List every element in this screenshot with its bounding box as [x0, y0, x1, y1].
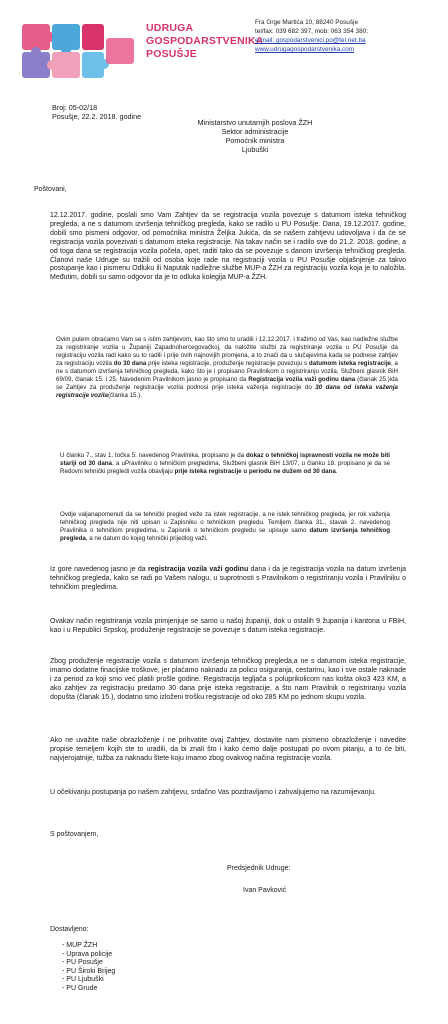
contact-website[interactable]: www.udrugagospodarstvenika.com: [255, 46, 355, 53]
contact-email[interactable]: e-mail: gospodarstvenici.po@tel.net.ba: [255, 37, 366, 44]
addressee-line1: Ministarstvo unutarnjih poslova ŽZH: [197, 118, 313, 127]
p5-bold: registracija vozila važi godinu: [147, 566, 249, 573]
paragraph-3: [60, 452, 390, 476]
addressee-block: [155, 118, 355, 154]
org-name-line1: UDRUGA: [146, 22, 194, 34]
p3-text-a: U članku 7., stav 1. točka 5. navedenog Pravilnika, propisano je da: [60, 452, 247, 459]
recipients-title: Dostavljeno:: [50, 926, 89, 933]
p4-text-a: Ovdje valjanapomenuti da se tehnički pregled veže za istek registracije, a ne istek tehničkog pregleda, jer rok važenja tehničkog pregleda nije niti upisan u Zapisniku o tehničkom pregledu. Temljem članka 31., stavak 2. navedenog Pravilnika o tehničkim pregledima, u Zapisnik o tehničkom pregledu se upisuje samo: [60, 511, 390, 534]
p5-text-c: dana i da je registracija vozila na datum izvršenja tehničkog pregleda, kako se radi po Vašem nalogu, u suprotnosti s Pravilnikom o registriranju vozila i Pravilniku o tehničkim pregledima.: [50, 566, 406, 591]
p2-bold-1: do 30 dana: [113, 360, 147, 367]
list-item: - MUP ŽZH: [62, 942, 115, 951]
p2-text-d: , a ne s datumom izvršenja tehničkog pregleda, kako što je i propisano Pravilnikom o registriranju vozila, Službeni glasnik BiH 69/09, članak 15. i 25. Navedenim Pravilnikom jasno je propisano da: [56, 360, 398, 383]
p3-bold-1: dokaz o tehničkoj ispravnosti vozila ne može biti stariji od 30 dana: [60, 452, 391, 467]
p3-text-d: .: [335, 468, 338, 475]
signature-name: Ivan Pavković: [243, 887, 287, 894]
p2-text-c: prije isteka registracije, produženje registracije povezuju s: [146, 360, 309, 367]
contact-block: [255, 18, 440, 54]
p2-bold-italic: 30 dana od isteka važenja registracije vozila: [56, 384, 398, 399]
paragraph-8: Ako ne uvažite naše obrazloženje i ne prihvatite ovaj Zahtjev, dostavite nam pismeno obrazloženje i navedite propise temeljem kojih ste to uradili, da bi znali što i kako ćemo dalje postupati po ovom pitanju, a to će biti, najvjerojatnije, tužba za naknadu štete koju imamo zbog ovakvog načina registracije vozila.: [50, 737, 406, 762]
p2-bold-2: datumom isteka registracije: [308, 360, 391, 367]
org-name-line3: POSUŠJE: [146, 48, 198, 60]
paragraph-9: U očekivanju postupanja po našem zahtjevu, srdačno Vas pozdravljamo i zahvaljujemo na razumijevanju.: [50, 789, 376, 796]
addressee-line4: Ljubuški: [241, 145, 269, 154]
paragraph-5: [50, 566, 406, 593]
p2-bold-3: Registracija vozila važi godinu dana: [248, 376, 356, 383]
addressee-line2: Sektor administracije: [221, 127, 289, 136]
list-item: - PU Ljubuški: [62, 976, 115, 985]
contact-phone: tel/fax: 039 682 397, mob: 063 354 380;: [255, 28, 368, 35]
signature-title: Predsjednik Udruge:: [227, 865, 291, 872]
list-item: - PU Posušje: [62, 959, 115, 968]
list-item: - PU Grude: [62, 985, 115, 994]
list-item: - Uprava policije: [62, 951, 115, 960]
p5-text-a: Iz gore navedenog jasno je da: [50, 566, 148, 573]
paragraph-6: Ovakav način registriranja vozila primjenjuje se samo u našoj županiji, dok u ostalih 9 županija i kantona u FBiH, kao i u Republici Srpskoj, produženje registracije se povezuje s datum isteka registracije.: [50, 618, 406, 634]
p2-text-f: (članka 15.).: [107, 392, 142, 399]
p3-text-c: , a uPravilniku o tehničkim pregledima, Službeni glasnik BiH 13/07, u članku 18. propisano je da se Redovni tehnički pregledi vozila obavljaju: [60, 460, 390, 475]
list-item: - PU Široki Brijeg: [62, 968, 115, 977]
addressee-line3: Pomoćnik ministra: [225, 136, 285, 145]
p2-text-a: Ovim putem obraćamo Vam se s istim zahtjevom, kao što smo to uradili i 12.12.2017. i tražimo od Vas, kao nadležne službe za registriranje vozila u Županiji Zapadnohercegovačkoj, da naložite službi za registriranje vozila u PU Posušje da registraciju vozila radi kako su to radili i prije ovih najnovijih promjena, a to znači da u slučajevima kada se podnese zahtjev za registraciju vozila: [56, 336, 398, 367]
closing: S poštovanjem,: [50, 831, 99, 838]
contact-address: Fra Grge Martića 10, 88240 Posušje: [255, 19, 359, 26]
paragraph-1: 12.12.2017. godine, poslali smo Vam Zahtjev da se registracija vozila povezuje s datumom isteka tehničkog pregleda, a ne s datumom izvršenja tehničkog pregleda, kako se radilo u PU Posušje. Dana, 19.12.2017. godine, dobili smo pismeni odgovor, od pomoćnika ministra Željka Jukića, da se našem zahtjevu udovoljava i da će se registracija vozila povezivati s datumom isteka registracije. Na takav način se i radilo sve do 21.2. 2018. godine, a od toga dana se registracija vozila počela, opet, raditi tako da se povezuje s danom izvršenja tehničkog pregleda. Članovi naše Udruge su tražili od osoba koje rade na registraciji vozila u PU Posušje objašnjenje za takvo postupanje kao i pismenu Odluku ili Naputak nadležne službe MUP-a ŽZH za registraciju vozila koja je to naložila. Međutim, dobili su samo odgovor da je to odluka kolegija MUP-a ŽZH.: [50, 212, 406, 282]
paragraph-2: [56, 336, 398, 400]
place-date: Posušje, 22.2. 2018. godine: [52, 112, 142, 121]
org-name: [146, 22, 264, 61]
puzzle-logo-icon: [20, 20, 138, 82]
p3-bold-2: prije isteka registracije u periodu ne dužem od 30 dana: [174, 468, 336, 475]
reference-meta: [52, 103, 141, 121]
greeting: Poštovani,: [34, 186, 67, 193]
paragraph-7: Zbog produženje registracije vozila s datumom izvršenja tehničkog pregleda,a ne s datumom isteka registracije, imamo dodatne finacijske troškove, jer plaćamo naknadu za policu osiguranja, cestarinu, kao i sve ostale naknade i za period za koji smo već platili prošle godine. Registracija tegljača s poluprikolicom nas košta oko3 423 KM, a ako zahtjev za registraciju predamo 30 dana prije isteka registracije, a što nam Pravilnik o registriranju vozila dopušta (članak 15.), dodatno smo izloženi trošku registracije od oko 285 KM po jednom skupu vozila.: [50, 658, 406, 701]
paragraph-4: [60, 511, 390, 543]
p2-text-e: (članak 25.)ida se Zahtjev za produženje registracije vozila podnosi prije isteka važenja registracije do: [56, 376, 398, 391]
org-name-line2: GOSPODARSTVENIKA: [146, 35, 264, 47]
reference-number: Broj: 05-02/18: [52, 103, 98, 112]
recipients-list: [62, 942, 115, 994]
p4-text-c: , a ne datum do kojeg tehnički prijedlog važi.: [85, 535, 208, 542]
p4-bold: datum izvršenja tehničkog pregleda: [60, 527, 390, 542]
